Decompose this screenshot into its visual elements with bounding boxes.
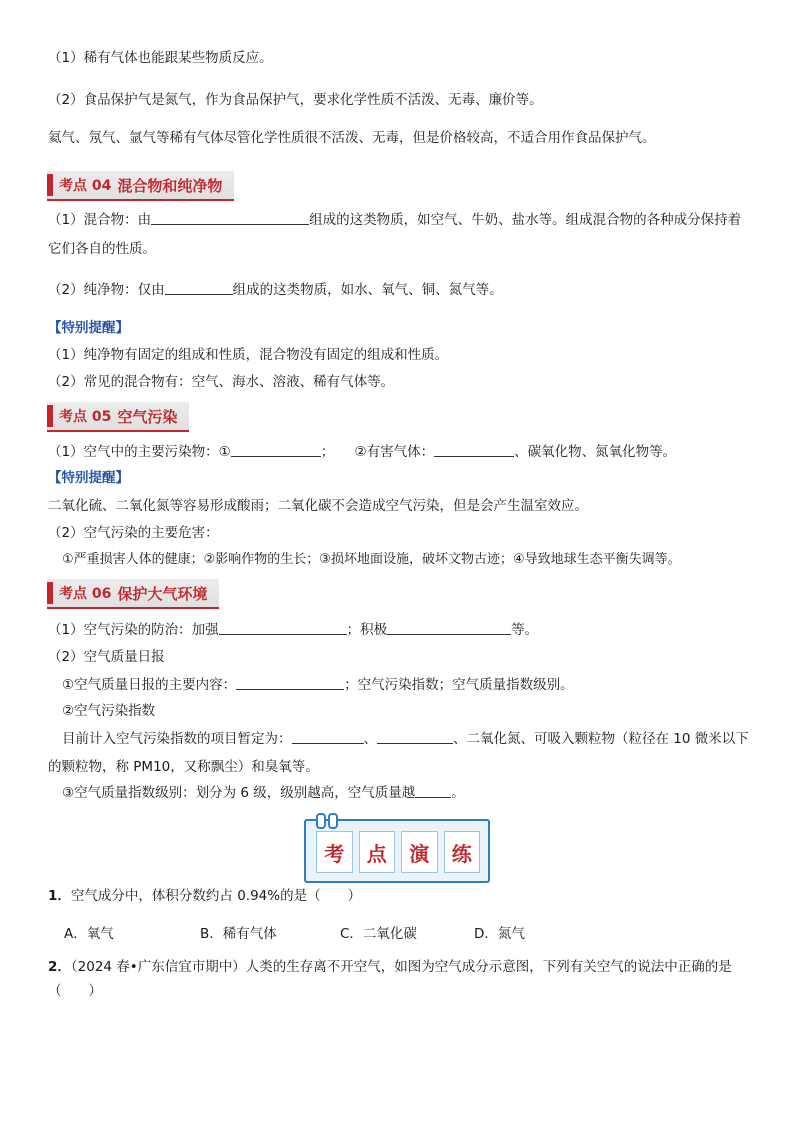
s05-tip-1: 二氧化硫、二氧化氮等容易形成酸雨；二氧化碳不会造成空气污染，但是会产生温室效应。: [48, 498, 588, 514]
intro-line-3: 氦气、氖气、氩气等稀有气体尽管化学性质很不活泼、无毒，但是价格较高，不适合用作食品保护气。: [48, 130, 656, 146]
text: 、二氧化氮、可吸入颗粒物（粒径在 10 微米以下的颗粒物，称 PM10，又称飘尘）和臭氧等。: [48, 731, 749, 775]
intro-line-1: （1）稀有气体也能跟某些物质反应。: [48, 50, 273, 66]
question-1: [48, 886, 361, 906]
text: ；: [320, 444, 335, 460]
text: （1）空气中的主要污染物：①: [48, 444, 231, 460]
section-05-heading: [47, 402, 189, 432]
banner-char: 演: [401, 831, 438, 873]
text: 组成的这类物质，如水、氧气、铜、氮气等。: [232, 282, 503, 298]
question-text: （2024 春•广东信宜市期中）人类的生存离不开空气，如图为空气成分示意图，下列有关空气的说法中正确的是（ ）: [48, 959, 732, 999]
text: 等。: [511, 622, 539, 638]
binder-ring-icon: [328, 813, 338, 829]
banner-char: 点: [359, 831, 396, 873]
fill-blank[interactable]: [219, 619, 347, 635]
fill-blank[interactable]: [231, 441, 321, 457]
q1-option-b[interactable]: B．稀有气体: [200, 926, 277, 942]
s04-tip-2: （2）常见的混合物有：空气、海水、溶液、稀有气体等。: [48, 374, 395, 390]
fill-blank[interactable]: [236, 674, 344, 690]
practice-banner: [304, 819, 490, 883]
section-key: 考点 06: [59, 586, 112, 602]
s06-sub-3: [62, 782, 465, 803]
s06-item-2: （2）空气质量日报: [48, 649, 165, 665]
section-06-heading: [47, 579, 219, 609]
banner-char: 练: [444, 831, 481, 873]
s05-item-2-detail: ①严重损害人体的健康；②影响作物的生长；③损坏地面设施，破坏文物古迹；④导致地球生态平衡失调等。: [62, 552, 681, 567]
heading-marker: [47, 405, 53, 427]
text: 。: [451, 785, 465, 801]
text: 目前计入空气污染指数的项目暂定为：: [62, 731, 292, 747]
section-title: 空气污染: [117, 407, 178, 426]
fill-blank[interactable]: [165, 279, 233, 295]
fill-blank[interactable]: [415, 782, 451, 798]
intro-line-2: （2）食品保护气是氮气，作为食品保护气，要求化学性质不活泼、无毒、廉价等。: [48, 92, 543, 108]
heading-marker: [47, 174, 53, 196]
s06-sub-1: [62, 674, 574, 695]
s05-item-1: [48, 441, 676, 462]
text: ②有害气体：: [354, 444, 435, 460]
section-key: 考点 04: [59, 178, 112, 194]
fill-blank[interactable]: [151, 209, 309, 225]
banner-char: 考: [316, 831, 353, 873]
section-key: 考点 05: [59, 409, 112, 425]
q1-option-a[interactable]: A．氧气: [64, 926, 114, 942]
fill-blank[interactable]: [377, 728, 453, 744]
section-title: 混合物和纯净物: [117, 176, 223, 195]
binder-ring-icon: [316, 813, 326, 829]
s04-tip-label: 【特别提醒】: [48, 320, 129, 336]
text: （1）空气污染的防治：加强: [48, 622, 219, 638]
s05-tip-label: 【特别提醒】: [48, 470, 129, 486]
text: 、碳氧化物、氮氧化物等。: [514, 444, 677, 460]
text: （1）混合物：由: [48, 212, 152, 228]
s06-sub-2-text: [48, 725, 752, 781]
text: ③空气质量指数级别：划分为 6 级，级别越高，空气质量越: [62, 785, 416, 801]
s06-item-1: [48, 619, 538, 640]
question-text: 空气成分中，体积分数约占 0.94%的是（ ）: [70, 888, 362, 904]
fill-blank[interactable]: [387, 619, 511, 635]
text: ①空气质量日报的主要内容：: [62, 677, 237, 693]
question-number: 2．: [48, 959, 71, 975]
fill-blank[interactable]: [292, 728, 364, 744]
section-title: 保护大气环境: [117, 584, 208, 603]
fill-blank[interactable]: [434, 441, 514, 457]
s04-tip-1: （1）纯净物有固定的组成和性质，混合物没有固定的组成和性质。: [48, 347, 449, 363]
heading-marker: [47, 582, 53, 604]
text: ；空气污染指数；空气质量指数级别。: [344, 677, 574, 693]
q1-option-d[interactable]: D．氮气: [474, 926, 525, 942]
s06-sub-2: ②空气污染指数: [62, 703, 156, 719]
text: 组成的这类物质，如空气、牛奶、盐水等。组成混合物的各种成分保持着它们各自的性质。: [48, 212, 742, 257]
text: 、: [363, 731, 377, 747]
question-2: [48, 955, 748, 1003]
question-number: 1．: [48, 888, 71, 904]
s04-item-1: [48, 206, 748, 264]
section-04-heading: [47, 171, 234, 201]
s04-item-2: [48, 279, 503, 300]
s05-item-2: （2）空气污染的主要危害：: [48, 525, 219, 541]
q1-option-c[interactable]: C．二氧化碳: [340, 926, 417, 942]
text: （2）纯净物：仅由: [48, 282, 165, 298]
text: ；积极: [346, 622, 388, 638]
